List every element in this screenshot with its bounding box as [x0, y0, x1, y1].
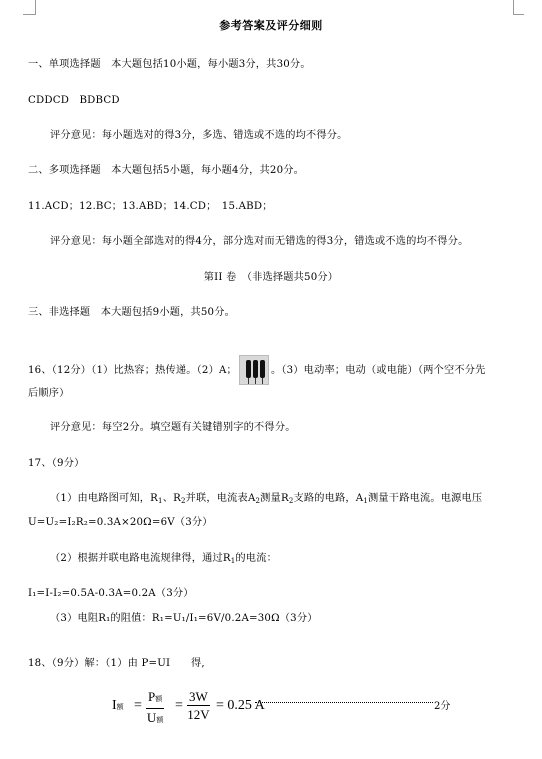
formula-lhs-sub: 额 [116, 703, 124, 711]
q16-line1 [28, 355, 486, 386]
q17-p1-a: （1）由电路图可知，R [50, 493, 159, 504]
q18-current-formula [112, 688, 472, 736]
section1-scoring-note: 评分意见：每小题选对的得3分，多选、错选或不选的均不得分。 [50, 130, 348, 141]
q17-p1-f: 测量干路电流。电源电压 [368, 493, 483, 504]
capacitor-image [239, 355, 269, 385]
formula-eq2: = [175, 698, 183, 713]
fraction-2-numerator: 3W [189, 689, 208, 704]
q17-part2-line1: （2）根据并联电路电流规律得，通过$R_1$的电流： [50, 553, 277, 565]
section3-heading: 三、非选择题 本大题包括9小题，共50分。 [28, 307, 236, 318]
q17-p1-b: 、R [162, 493, 181, 504]
den1-sub: 额 [156, 716, 164, 724]
fraction-2-denominator: 12V [187, 707, 210, 722]
formula-points: 2分 [434, 701, 451, 712]
section2-heading: 二、多项选择题 本大题包括5小题，每小题4分，共20分。 [28, 165, 305, 176]
page-corner-mark-left [23, 0, 36, 15]
num1-sub: 额 [155, 695, 163, 703]
q17-p1-d: 测量R [260, 493, 289, 504]
section1-answers: CDDCD BDBCD [28, 95, 120, 106]
q16-line1-text-b: 。（3）电动率；电动（或电能）（两个空不分先 [270, 365, 486, 376]
formula-eq1: = [134, 698, 142, 713]
section2-scoring-note: 评分意见：每小题全部选对的得4分，部分选对而无错选的得3分，错选或不选的均不得分。 [50, 236, 469, 247]
leader-dots [255, 702, 433, 703]
section2-answers: 11.ACD；12.BC；13.ABD；14.CD； 15.ABD； [28, 201, 273, 212]
fraction-1-numerator [146, 688, 164, 709]
formula-fraction-1 [146, 688, 164, 729]
q17-p1-e: 支路的电路，A [293, 493, 364, 504]
page-corner-mark-right [513, 0, 524, 15]
q17-part2-line2: I₁=I-I₂=0.5A-0.3A=0.2A（3分） [28, 588, 194, 599]
q17-part1-line1: （1）由电路图可知，$R_1$、$R_2$并联，电流表$A_2$测量$R_2$支路的电路，$A_1$测量干路电流。电源电压 [50, 493, 483, 505]
document-title: 参考答案及评分细则 [219, 19, 323, 32]
q17-part1-line2: U=U₂=I₂R₂=0.3A×20Ω=6V（3分） [28, 517, 213, 528]
q17-p2-b: 的电流： [235, 553, 277, 564]
q17-p2-a: （2）根据并联电路电流规律得，通过R [50, 553, 231, 564]
q16-line2: 后顺序） [28, 388, 70, 399]
q16-scoring-note: 评分意见：每空2分。填空题有关键错别字的不得分。 [50, 422, 296, 433]
num1: P [148, 689, 156, 704]
q18-heading: 18、（9分）解：（1）由 P=UI 得, [28, 658, 205, 669]
section1-heading: 一、单项选择题 本大题包括10小题，每小题3分，共30分。 [28, 59, 311, 70]
fraction-1-denominator [146, 709, 164, 729]
q17-p1-c: 并联，电流表A [185, 493, 256, 504]
formula-fraction-2 [187, 688, 210, 723]
formula-lhs [112, 698, 124, 714]
formula-lhs-symbol: I [112, 698, 117, 713]
part2-heading: 第II 卷 （非选择题共50分） [203, 272, 339, 283]
den1: U [146, 710, 157, 725]
q16-line1-text-a: 16、（12分）（1）比热容；热传递。（2）A； [28, 365, 237, 376]
formula-result: = 0.25 A [216, 698, 265, 713]
q17-part3: （3）电阻R₁的阻值：R₁=U₁/I₁=6V/0.2A=30Ω（3分） [50, 613, 318, 624]
q17-heading: 17、（9分） [28, 458, 85, 469]
